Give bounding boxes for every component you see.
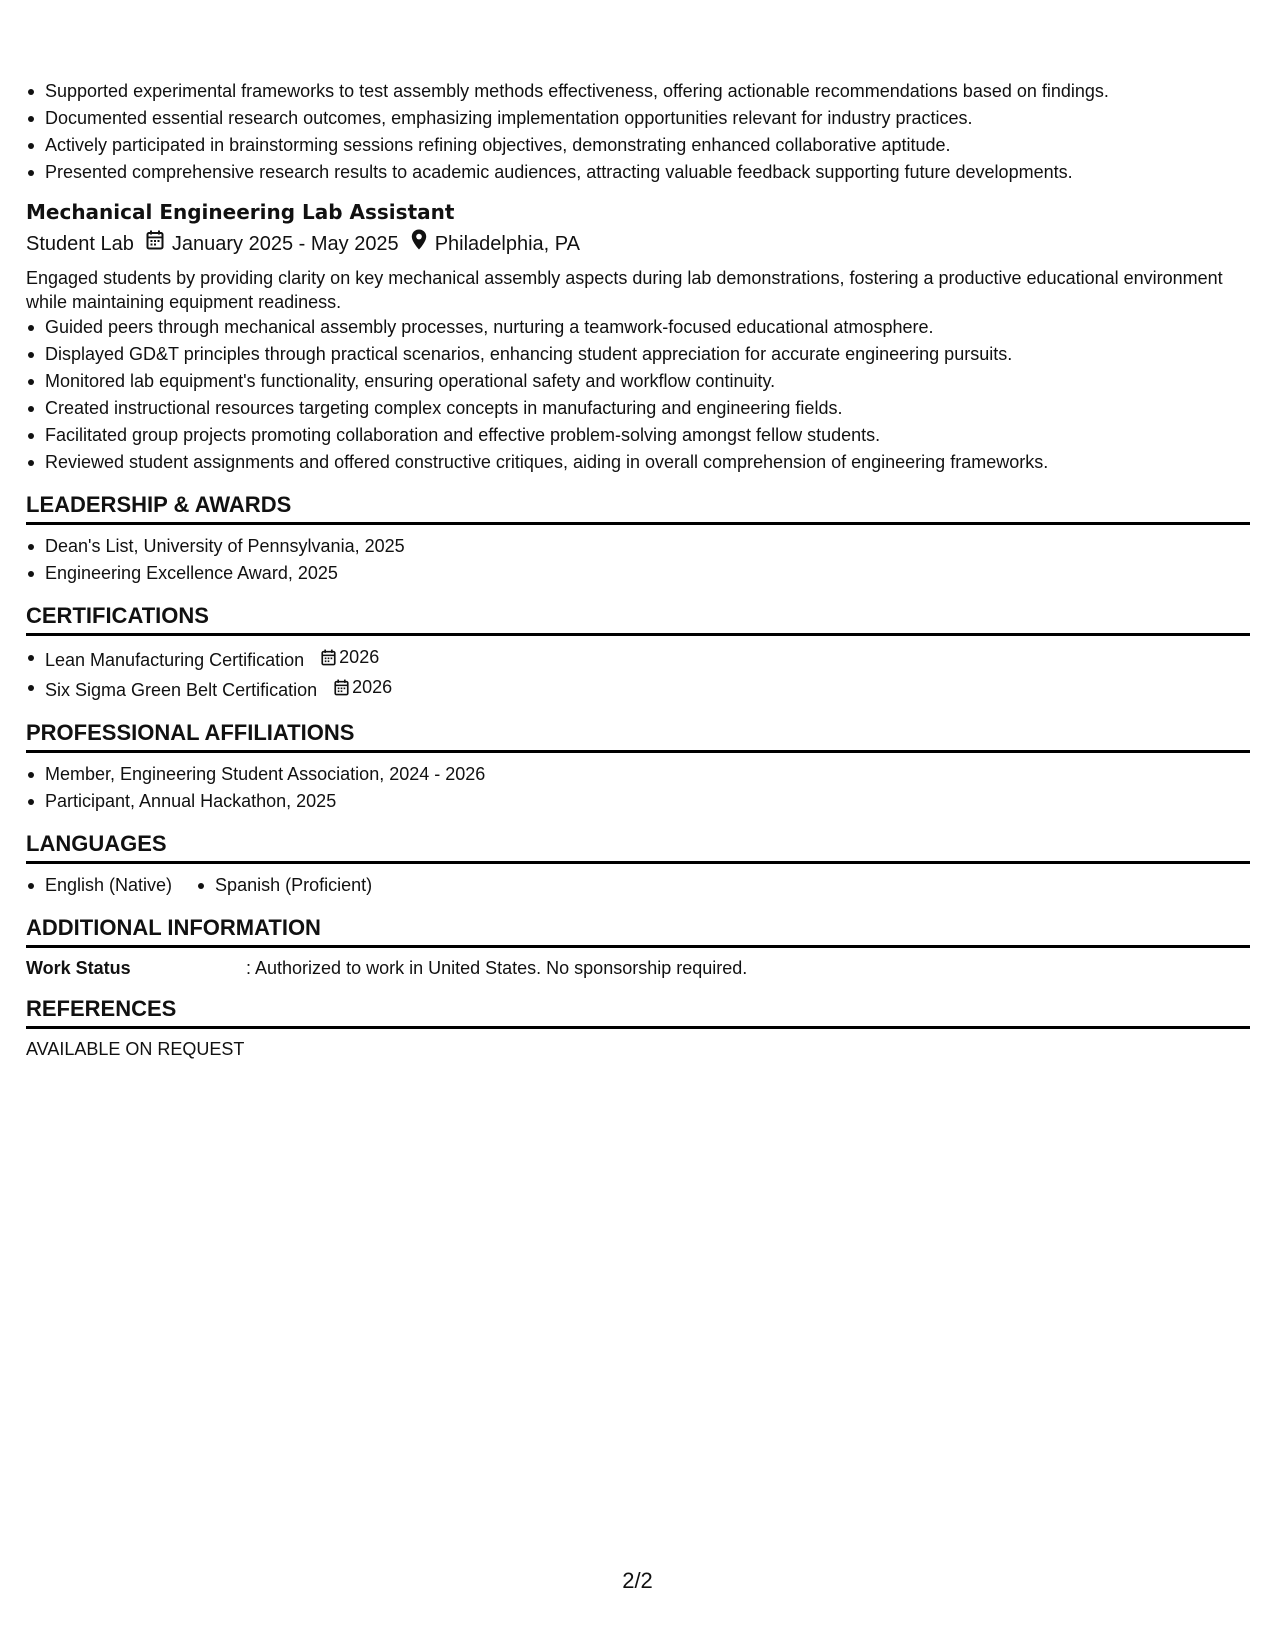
cert-date	[334, 674, 392, 701]
calendar-icon	[146, 229, 164, 259]
list-item: Presented comprehensive research results to academic audiences, attracting valuable feedback supporting future developments.	[26, 159, 1250, 186]
section-heading-affiliations: PROFESSIONAL AFFILIATIONS	[26, 718, 1250, 753]
job-description: Engaged students by providing clarity on key mechanical assembly aspects during lab demonstrations, fostering a productive educational environment while maintaining equipment readiness.	[26, 268, 1223, 312]
page-number: 2/2	[622, 1568, 653, 1593]
list-item: Supported experimental frameworks to test assembly methods effectiveness, offering actionable recommendations based on findings.	[26, 78, 1250, 105]
job-dates: January 2025 - May 2025	[171, 233, 399, 255]
list-item: Created instructional resources targeting complex concepts in manufacturing and engineering fields.	[26, 395, 1250, 422]
cert-year: 2026	[339, 647, 380, 667]
prev-job-bullets	[26, 78, 1250, 186]
job-title: Mechanical Engineering Lab Assistant	[26, 200, 455, 224]
work-status-value: : Authorized to work in United States. No sponsorship required.	[246, 958, 748, 978]
lab-job-entry	[26, 198, 1250, 476]
list-item: Engineering Excellence Award, 2025	[26, 560, 1250, 587]
list-item: Actively participated in brainstorming sessions refining objectives, demonstrating enhanced collaborative aptitude.	[26, 132, 1250, 159]
resume-page	[26, 78, 1250, 1061]
list-item: Documented essential research outcomes, emphasizing implementation opportunities relevant for industry practices.	[26, 105, 1250, 132]
cert-name: Lean Manufacturing Certification	[45, 650, 305, 670]
list-item	[26, 644, 1250, 674]
affiliations-list	[26, 761, 1250, 815]
certifications-list	[26, 644, 1250, 704]
calendar-icon	[334, 679, 349, 696]
list-item: Facilitated group projects promoting collaboration and effective problem-solving amongst fellow students.	[26, 422, 1250, 449]
job-location: Philadelphia, PA	[434, 233, 580, 255]
list-item: Dean's List, University of Pennsylvania, 2025	[26, 533, 1250, 560]
lab-job-bullets	[26, 314, 1250, 476]
leadership-list	[26, 533, 1250, 587]
list-item: Guided peers through mechanical assembly processes, nurturing a teamwork-focused educational atmosphere.	[26, 314, 1250, 341]
languages-list	[26, 872, 1250, 899]
list-item: Monitored lab equipment's functionality, ensuring operational safety and workflow continuity.	[26, 368, 1250, 395]
job-meta	[26, 229, 1250, 259]
references-text: AVAILABLE ON REQUEST	[26, 1039, 245, 1059]
cert-year: 2026	[352, 677, 393, 697]
list-item: Member, Engineering Student Association, 2024 - 2026	[26, 761, 1250, 788]
cert-date	[321, 644, 379, 671]
location-pin-icon	[411, 229, 427, 259]
list-item: English (Native)	[26, 872, 172, 899]
list-item: Displayed GD&T principles through practical scenarios, enhancing student appreciation for accurate engineering pursuits.	[26, 341, 1250, 368]
cert-name: Six Sigma Green Belt Certification	[45, 680, 318, 700]
list-item: Spanish (Proficient)	[196, 872, 372, 899]
section-heading-certifications: CERTIFICATIONS	[26, 601, 1250, 636]
calendar-icon	[321, 649, 336, 666]
job-org: Student Lab	[26, 233, 134, 255]
list-item	[26, 674, 1250, 704]
section-heading-references: REFERENCES	[26, 994, 1250, 1029]
section-heading-languages: LANGUAGES	[26, 829, 1250, 864]
list-item: Participant, Annual Hackathon, 2025	[26, 788, 1250, 815]
work-status-row	[26, 956, 1250, 980]
section-heading-leadership: LEADERSHIP & AWARDS	[26, 490, 1250, 525]
work-status-label: Work Status	[26, 958, 131, 978]
list-item: Reviewed student assignments and offered constructive critiques, aiding in overall comprehension of engineering frameworks.	[26, 449, 1250, 476]
section-heading-additional-info: ADDITIONAL INFORMATION	[26, 913, 1250, 948]
